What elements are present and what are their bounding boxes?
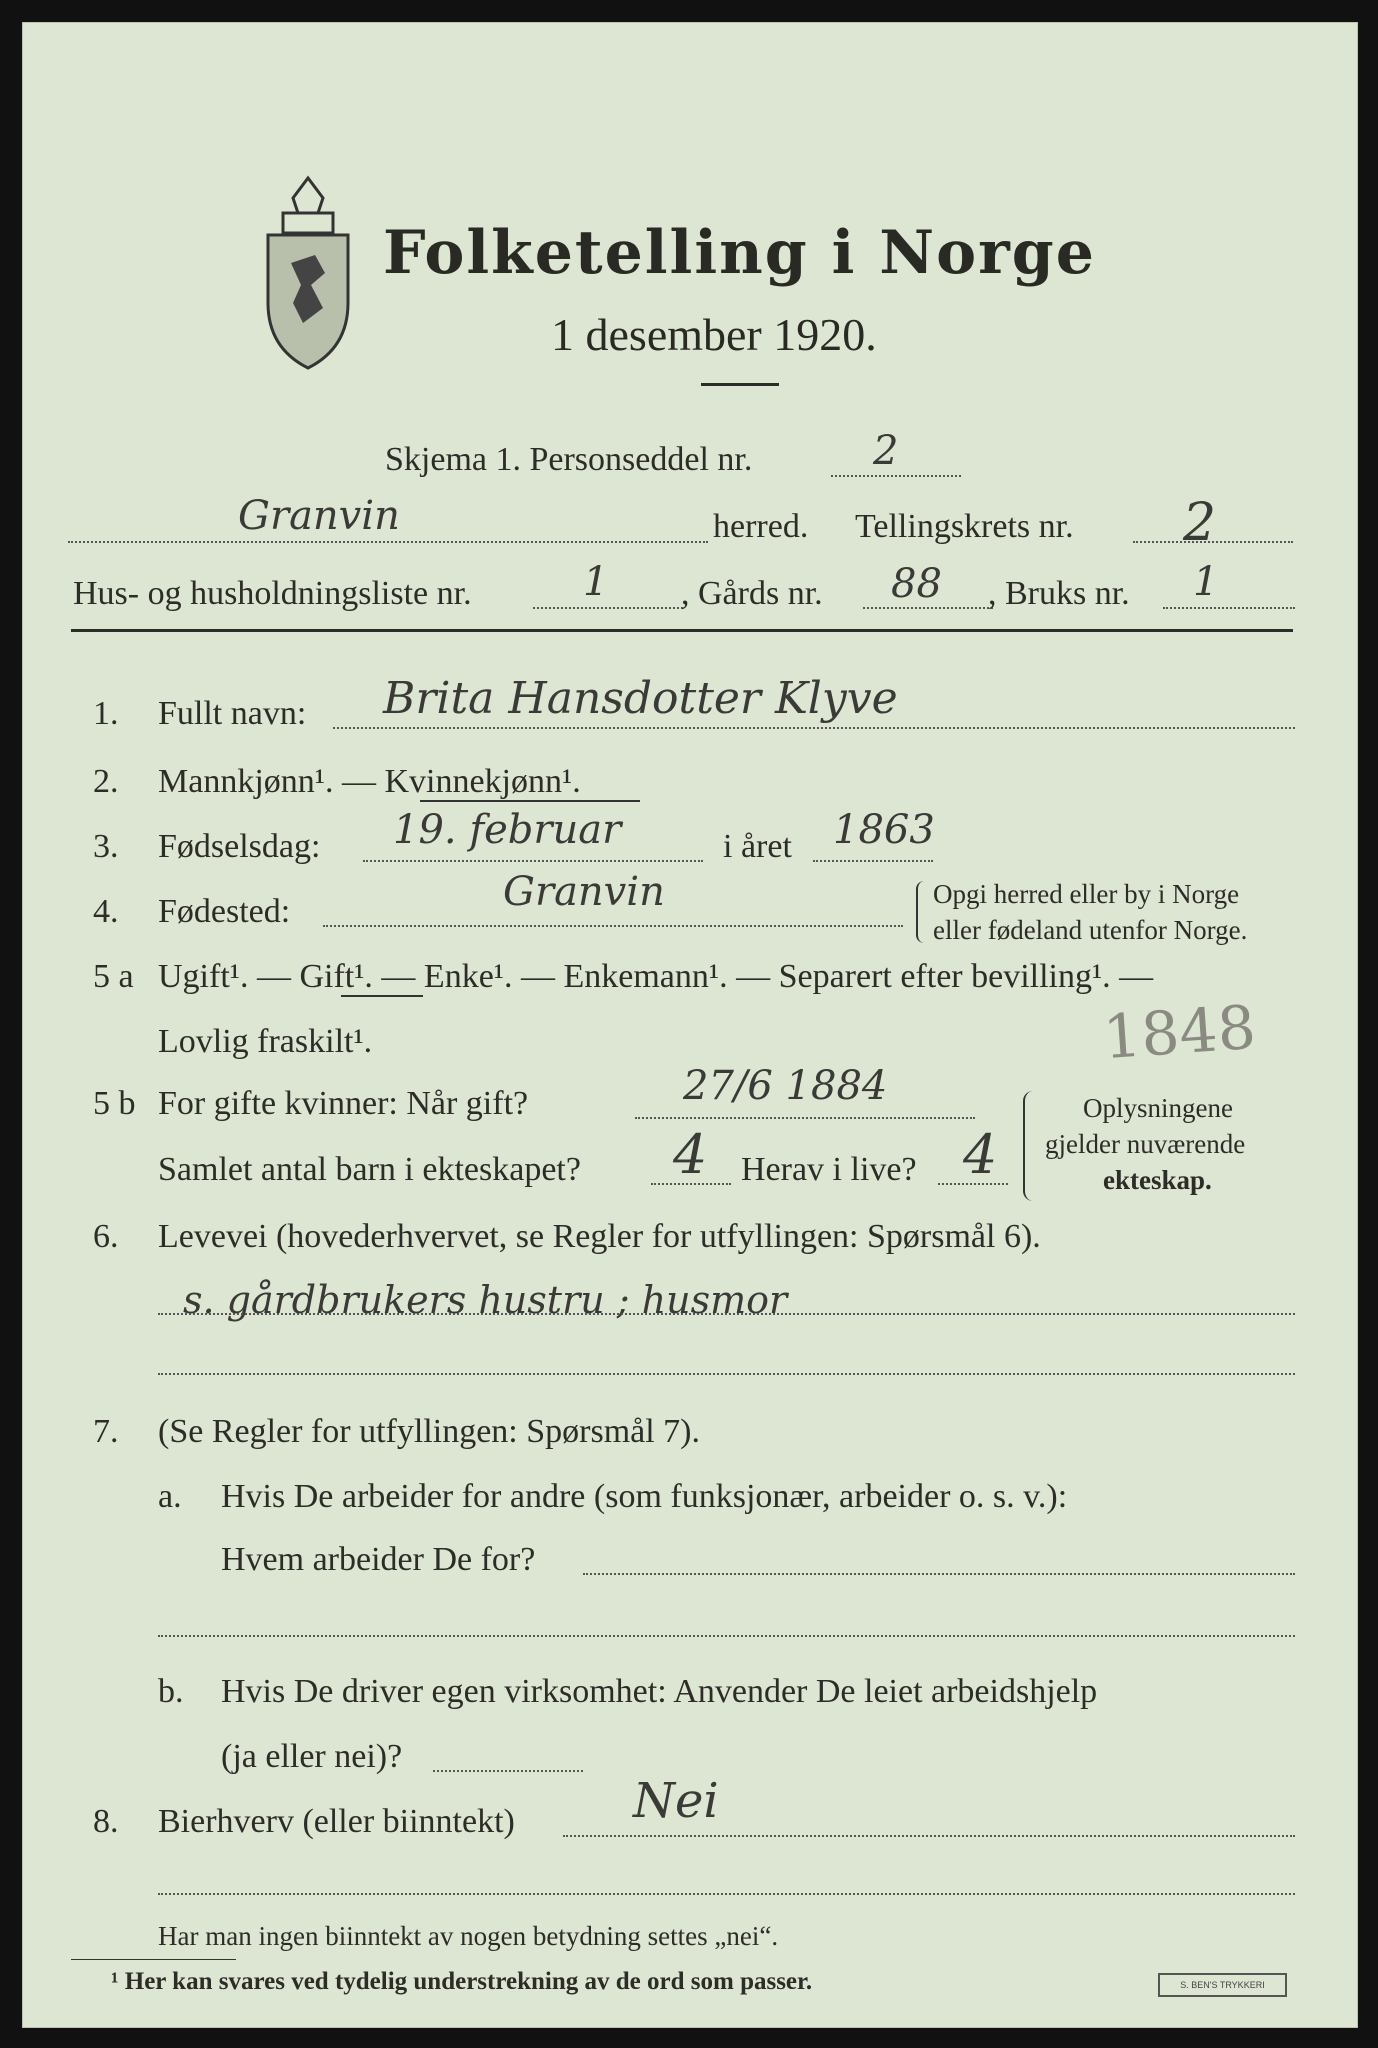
gards-label: , Gårds nr. <box>681 575 823 612</box>
q5b-date-line <box>635 1117 975 1119</box>
q5b-live-label: Herav i live? <box>741 1151 917 1188</box>
q5b-barn: 4 <box>673 1123 708 1186</box>
q7-number: 7. <box>93 1413 119 1450</box>
herred-line <box>68 541 708 543</box>
bruks-label: , Bruks nr. <box>988 575 1130 612</box>
q7a-line-1 <box>583 1573 1295 1575</box>
q1-label: Fullt navn: <box>158 695 307 732</box>
personseddel-line <box>831 475 961 477</box>
tellingskrets-nr: 2 <box>1183 493 1217 553</box>
personseddel-nr: 2 <box>873 428 899 474</box>
header-divider <box>71 629 1293 632</box>
q2-label: Mannkjønn¹. — Kvinnekjønn¹. <box>158 763 581 800</box>
footnote-divider <box>71 1959 236 1960</box>
q7b-label: Hvis De driver egen virksomhet: Anvender De leiet arbeidshjelp <box>221 1673 1098 1710</box>
q4-number: 4. <box>93 893 119 930</box>
q4-birthplace: Granvin <box>503 869 665 915</box>
q5b-label: For gifte kvinner: Når gift? <box>158 1085 529 1122</box>
gift-underline <box>341 995 423 997</box>
q8-line-2 <box>158 1893 1295 1895</box>
q3-date: 19. februar <box>393 807 622 853</box>
q3-year-label: i året <box>723 828 792 865</box>
q6-number: 6. <box>93 1218 119 1255</box>
q7b-number: b. <box>158 1673 184 1710</box>
q5b-label-2: Samlet antal barn i ekteskapet? <box>158 1151 581 1188</box>
q7b-line <box>433 1770 583 1772</box>
herred-label: herred. <box>713 508 809 545</box>
q5b-note-1: Oplysningene <box>1083 1093 1233 1123</box>
q5b-note-3: ekteskap. <box>1103 1165 1212 1195</box>
hus-line <box>533 607 683 609</box>
q7a-line-2 <box>158 1635 1295 1637</box>
q8-number: 8. <box>93 1803 119 1840</box>
q7b-label-2: (ja eller nei)? <box>221 1738 403 1775</box>
q3-date-line <box>363 860 703 862</box>
hus-nr: 1 <box>583 559 609 605</box>
q6-line-2 <box>158 1373 1295 1375</box>
q3-year-line <box>813 860 933 862</box>
q7-label: (Se Regler for utfyllingen: Spørsmål 7). <box>158 1413 701 1450</box>
q3-label: Fødselsdag: <box>158 828 321 865</box>
q8-label: Bierhverv (eller biinntekt) <box>158 1803 515 1840</box>
gards-nr: 88 <box>891 561 942 607</box>
q4-note-1: Opgi herred eller by i Norge <box>933 879 1240 909</box>
nei-note: Har man ingen biinntekt av nogen betydning settes „nei“. <box>158 1921 779 1951</box>
q5b-brace <box>1023 1091 1035 1201</box>
q5b-number: 5 b <box>93 1085 136 1122</box>
q5b-note-2: gjelder nuværende <box>1045 1129 1246 1159</box>
q5a-margin-note: 1848 <box>1100 992 1258 1074</box>
q3-year: 1863 <box>833 807 935 853</box>
q4-note-2: eller fødeland utenfor Norge. <box>933 915 1248 945</box>
q1-line <box>333 727 1295 729</box>
q1-number: 1. <box>93 695 119 732</box>
q7a-number: a. <box>158 1478 182 1515</box>
q6-occupation: s. gårdbrukers hustru ; husmor <box>183 1278 788 1322</box>
q4-line <box>323 925 903 927</box>
footnote: ¹ Her kan svares ved tydelig understrekning av de ord som passer. <box>111 1968 813 1995</box>
census-form <box>22 22 1358 2028</box>
q5b-married-date: 27/6 1884 <box>683 1063 888 1109</box>
q4-label: Fødested: <box>158 893 291 930</box>
q5b-live: 4 <box>963 1123 998 1186</box>
gards-line <box>863 607 993 609</box>
coat-of-arms-icon <box>253 173 363 373</box>
q6-label: Levevei (hovederhvervet, se Regler for utfyllingen: Spørsmål 6). <box>158 1218 1041 1255</box>
bruks-nr: 1 <box>1193 559 1219 605</box>
q7a-label-2: Hvem arbeider De for? <box>221 1541 536 1578</box>
q2-number: 2. <box>93 763 119 800</box>
q5a-label: Ugift¹. — Gift¹. — Enke¹. — Enkemann¹. — Separert efter bevilling¹. — <box>158 958 1154 995</box>
hus-label: Hus- og husholdningsliste nr. <box>73 575 472 612</box>
tellingskrets-label: Tellingskrets nr. <box>855 508 1074 545</box>
bruks-line <box>1163 607 1295 609</box>
q7a-label: Hvis De arbeider for andre (som funksjonær, arbeider o. s. v.): <box>221 1478 1068 1515</box>
form-title: Folketelling i Norge <box>383 218 1096 288</box>
herred-value: Granvin <box>238 493 400 539</box>
q8-line <box>563 1835 1295 1837</box>
title-divider <box>701 383 779 386</box>
q5a-number: 5 a <box>93 958 134 995</box>
skjema-label: Skjema 1. Personseddel nr. <box>385 441 753 478</box>
q4-brace <box>916 881 928 943</box>
q5a-label-2: Lovlig fraskilt¹. <box>158 1023 373 1060</box>
form-date: 1 desember 1920. <box>551 309 877 360</box>
q8-value: Nei <box>633 1773 719 1829</box>
q3-number: 3. <box>93 828 119 865</box>
q1-name: Brita Hansdotter Klyve <box>383 673 898 724</box>
kvinnekjonn-underline <box>420 800 640 802</box>
q6-line-1 <box>158 1313 1295 1315</box>
printer-stamp: S. BEN'S TRYKKERI <box>1158 1973 1287 1997</box>
